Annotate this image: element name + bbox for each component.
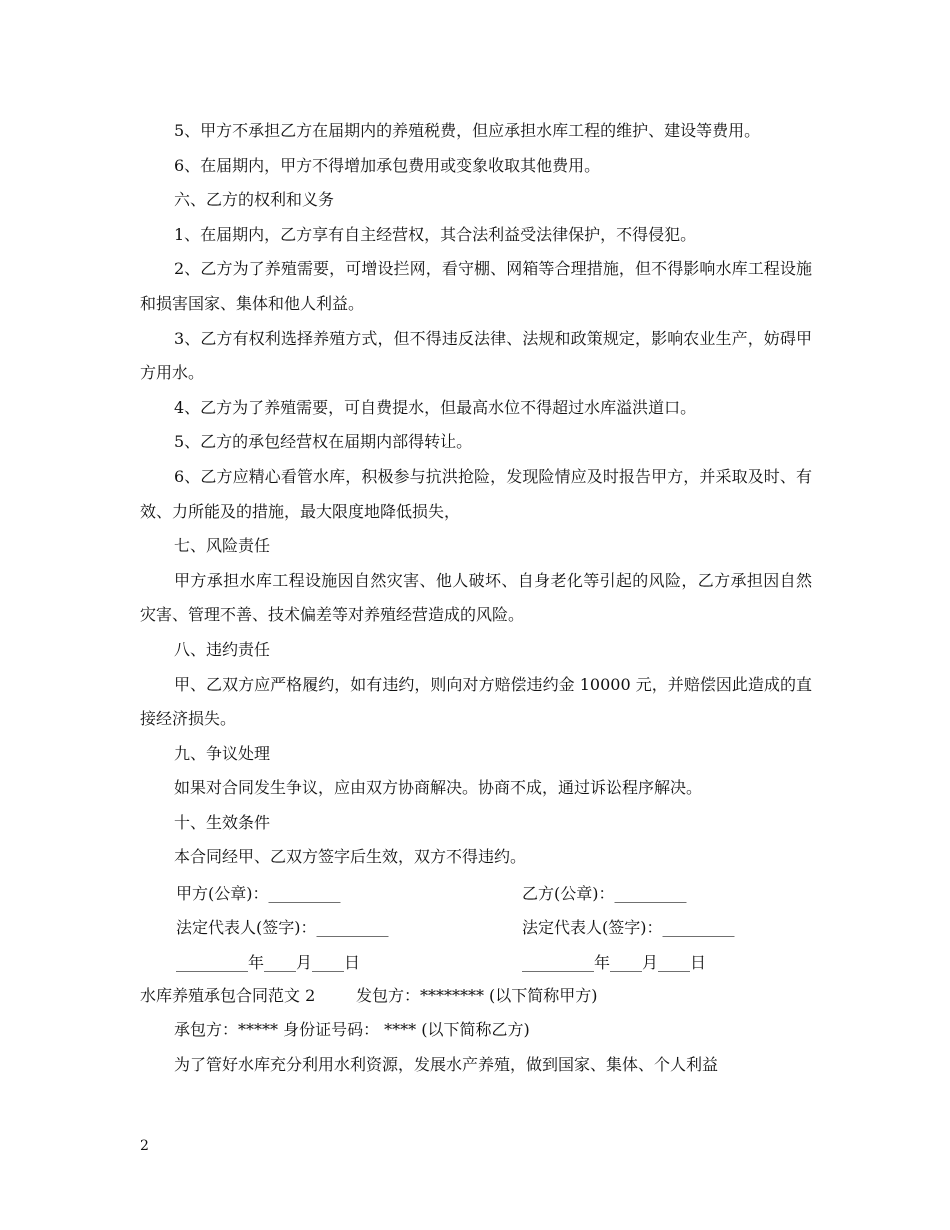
paragraph: 1、在届期内，乙方享有自主经营权，其合法利益受法律保护，不得侵犯。 [174, 224, 697, 244]
next-contract-title: 水库养殖承包合同范文 2 发包方：******** (以下简称甲方) [140, 985, 598, 1005]
contractor-line: 承包方：***** 身份证号码： **** (以下简称乙方) [174, 1020, 530, 1040]
paragraph: 甲方承担水库工程设施因自然灾害、他人破坏、自身老化等引起的风险，乙方承担因自然灾害、管理不善、技术偏差等对养殖经营造成的风险。 [140, 570, 812, 625]
party-b-seal-field: 乙方(公章)：_________ [522, 883, 687, 903]
section-heading: 十、生效条件 [174, 812, 271, 832]
party-a-seal-field: 甲方(公章)：_________ [176, 883, 341, 903]
party-b-date-field: _________年____月____日 [522, 953, 707, 973]
signature-representative-row [140, 910, 812, 945]
party-a-date-field: _________年____月____日 [176, 953, 361, 973]
section-heading: 七、风险责任 [174, 536, 271, 556]
paragraph: 甲、乙双方应严格履约，如有违约，则向对方赔偿违约金 10000 元，并赔偿因此造成的直接经济损失。 [140, 674, 812, 729]
page-number: 2 [140, 1138, 149, 1154]
paragraph: 5、乙方的承包经营权在届期内部得转让。 [174, 432, 473, 452]
party-b-representative-field: 法定代表人(签字)：_________ [522, 918, 735, 938]
paragraph: 5、甲方不承担乙方在届期内的养殖税费，但应承担水库工程的维护、建设等费用。 [174, 121, 761, 140]
paragraph: 2、乙方为了养殖需要，可增设拦网，看守棚、网箱等合理措施，但不得影响水库工程设施和损害国家、集体和他人利益。 [140, 259, 812, 313]
paragraph: 3、乙方有权利选择养殖方式，但不得违反法律、法规和政策规定，影响农业生产，妨碍甲方用水。 [140, 328, 812, 383]
paragraph: 6、在届期内，甲方不得增加承包费用或变象收取其他费用。 [174, 155, 601, 175]
section-heading: 八、违约责任 [174, 639, 271, 659]
document-body [140, 114, 812, 1083]
paragraph: 4、乙方为了养殖需要，可自费提水，但最高水位不得超过水库溢洪道口。 [174, 397, 697, 417]
signature-seal-row [140, 875, 812, 910]
paragraph: 6、乙方应精心看管水库，积极参与抗洪抢险，发现险情应及时报告甲方，并采取及时、有效、力所能及的措施，最大限度地降低损失， [140, 466, 812, 521]
paragraph: 如果对合同发生争议，应由双方协商解决。协商不成，通过诉讼程序解决。 [174, 778, 703, 798]
section-heading: 六、乙方的权利和义务 [174, 190, 335, 210]
section-heading: 九、争议处理 [174, 743, 271, 763]
party-a-representative-field: 法定代表人(签字)：_________ [176, 918, 389, 938]
paragraph: 为了管好水库充分利用水利资源，发展水产养殖，做到国家、集体、个人利益 [174, 1055, 719, 1075]
paragraph: 本合同经甲、乙双方签字后生效，双方不得违约。 [174, 847, 527, 867]
signature-date-row [140, 944, 812, 979]
